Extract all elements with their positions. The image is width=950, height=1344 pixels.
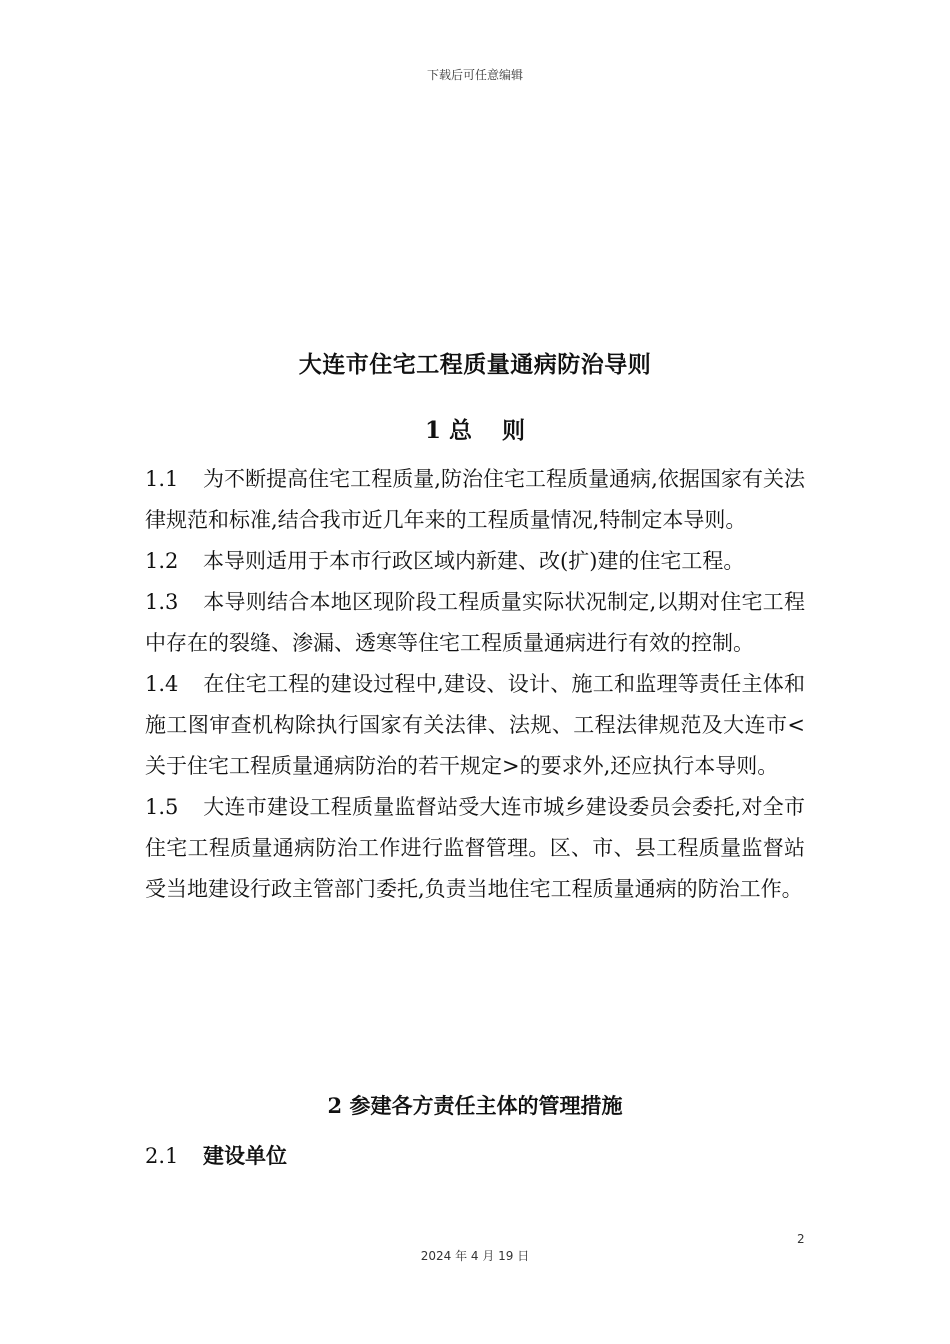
paragraph-text: 本导则适用于本市行政区域内新建、改(扩)建的住宅工程。: [203, 549, 745, 573]
paragraph-1-3: [145, 582, 805, 664]
paragraph-1-2: [145, 541, 805, 582]
section-1-title-part2: 则: [502, 417, 526, 444]
section-2-1-heading: [145, 1140, 287, 1170]
paragraph-1-4: [145, 664, 805, 787]
paragraph-1-1: [145, 459, 805, 541]
paragraph-text: 大连市建设工程质量监督站受大连市城乡建设委员会委托,对全市住宅工程质量通病防治工作进行监督管理。区、市、县工程质量监督站受当地建设行政主管部门委托,负责当地住宅工程质量通病的防治工作。: [145, 795, 805, 901]
paragraph-text: 为不断提高住宅工程质量,防治住宅工程质量通病,依据国家有关法律规范和标准,结合我市近几年来的工程质量情况,特制定本导则。: [145, 467, 805, 532]
paragraph-number: 1.2: [145, 549, 179, 573]
paragraph-number: 1.1: [145, 467, 179, 491]
paragraph-1-5: [145, 787, 805, 910]
paragraph-text: 本导则结合本地区现阶段工程质量实际状况制定,以期对住宅工程中存在的裂缝、渗漏、透寒等住宅工程质量通病进行有效的控制。: [145, 590, 805, 655]
page-number: 2: [797, 1232, 805, 1246]
footer-date: 2024 年 4 月 19 日: [420, 1249, 530, 1263]
document-body: [145, 459, 805, 910]
section-1-heading: [0, 412, 950, 445]
section-2-heading: 2 参建各方责任主体的管理措施: [327, 1093, 623, 1118]
section-1-title-part1: 总: [449, 417, 473, 444]
section-1-number: 1: [424, 417, 441, 444]
paragraph-number: 1.3: [145, 590, 179, 614]
paragraph-text: 在住宅工程的建设过程中,建设、设计、施工和监理等责任主体和施工图审查机构除执行国家有关法律、法规、工程法律规范及大连市<关于住宅工程质量通病防治的若干规定>的要求外,还应执行本导则。: [145, 672, 805, 778]
section-2-1-title: 建设单位: [203, 1143, 287, 1168]
paragraph-number: 1.5: [145, 795, 179, 819]
section-2-1-number: 2.1: [145, 1144, 179, 1168]
paragraph-number: 1.4: [145, 672, 179, 696]
page-header-note: 下载后可任意编辑: [426, 68, 523, 82]
document-title: 大连市住宅工程质量通病防治导则: [298, 351, 652, 378]
